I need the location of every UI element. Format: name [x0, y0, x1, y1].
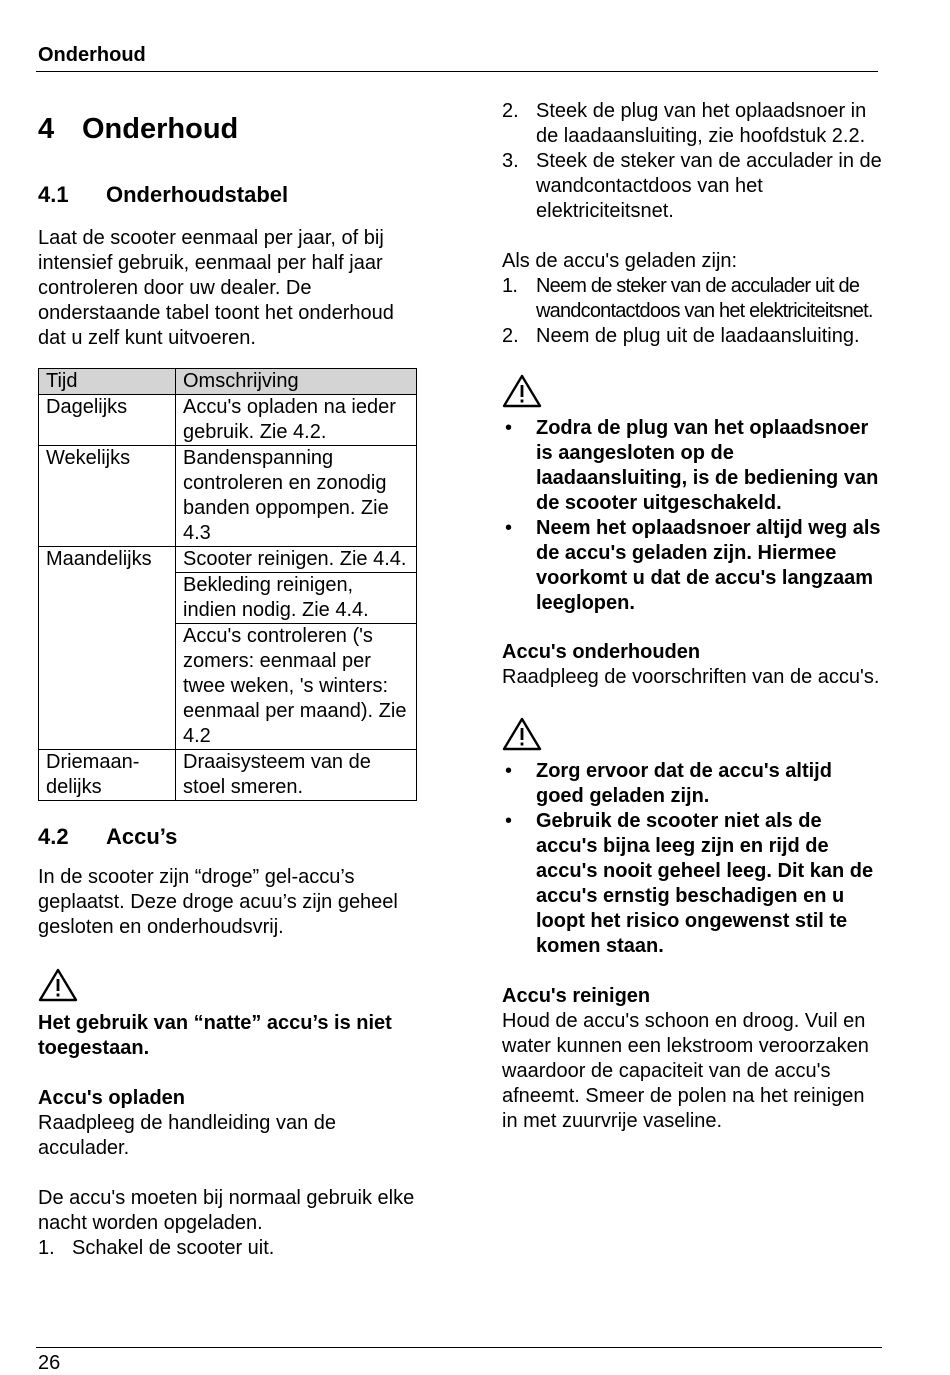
- warning-triangle-icon: [502, 374, 542, 408]
- list-item: • Zorg ervoor dat de accu's altijd goed geladen zijn.: [505, 760, 832, 807]
- list-item: 1. Neem de steker van de acculader uit de wandcontactdoos van het elektriciteitsnet.: [502, 275, 873, 322]
- table-cell-description: Accu's controleren ('s zomers: eenmaal per twee weken, 's winters: eenmaal per maand). Zie 4.2: [176, 624, 417, 750]
- charging-heading: Accu's opladen: [38, 1087, 186, 1109]
- charging-warnings-list: [502, 416, 882, 616]
- right-column: [502, 99, 882, 1134]
- maintenance-warnings-list: [502, 759, 882, 959]
- table-header-description: Omschrijving: [176, 369, 417, 395]
- table-row: [39, 750, 417, 801]
- charging-steps-continued: [502, 99, 882, 224]
- table-row: [39, 547, 417, 573]
- table-header-time: Tijd: [39, 369, 176, 395]
- table-cell-time: Maandelijks: [39, 547, 176, 750]
- maintenance-text: Raadpleeg de voorschriften van de accu's.: [502, 666, 880, 688]
- table-row: [39, 446, 417, 547]
- warning-triangle-icon: [38, 968, 78, 1002]
- warning-triangle-icon: [502, 717, 542, 751]
- list-item: • Neem het oplaadsnoer altijd weg als de accu's geladen zijn. Hiermee voorkomt u dat de accu's langzaam leeglopen.: [505, 517, 881, 614]
- battery-intro: In de scooter zijn “droge” gel-accu’s geplaatst. Deze droge acuu’s zijn geheel gesloten en onderhoudsvrij.: [38, 866, 398, 938]
- list-item: • Zodra de plug van het oplaadsnoer is aangesloten op de laadaansluiting, is de bediening van de scooter uitgeschakeld.: [505, 417, 879, 514]
- list-item: 3. Steek de steker van de acculader in de wandcontactdoos van het elektriciteitsnet.: [502, 150, 882, 222]
- maintenance-heading: Accu's onderhouden: [502, 641, 701, 663]
- list-item: • Gebruik de scooter niet als de accu's bijna leeg zijn en rijd de accu's nooit geheel leeg. Dit kan de accu's ernstig beschadigen en u loopt het risico ongewenst stil te komen staan.: [505, 810, 874, 957]
- cleaning-text: Houd de accu's schoon en droog. Vuil en water kunnen een lekstroom veroorzaken waardoor de capaciteit van de accu's afneemt. Smeer de polen na het reinigen in met zuurvrije vaseline.: [502, 1010, 869, 1132]
- table-cell-time: Dagelijks: [39, 395, 176, 446]
- page-number: 26: [38, 1352, 61, 1374]
- list-item: 2. Neem de plug uit de laadaansluiting.: [502, 325, 860, 347]
- section-title-4-2: 4.2 Accu’s: [38, 824, 178, 849]
- table-cell-description: Draaisysteem van de stoel smeren.: [176, 750, 417, 801]
- charging-text: Raadpleeg de handleiding van de acculader.: [38, 1112, 337, 1159]
- wet-battery-warning: Het gebruik van “natte” accu’s is niet toegestaan.: [38, 1012, 392, 1059]
- maintenance-table: [38, 368, 417, 801]
- running-header: Onderhoud: [38, 44, 146, 66]
- after-charging-label: Als de accu's geladen zijn:: [502, 250, 738, 272]
- table-cell-description: Bekleding reinigen, indien nodig. Zie 4.4.: [176, 573, 417, 624]
- table-row: [39, 395, 417, 446]
- table-header-row: [39, 369, 417, 395]
- table-cell-time: Wekelijks: [39, 446, 176, 547]
- cleaning-heading: Accu's reinigen: [502, 985, 651, 1007]
- list-item: 2. Steek de plug van het oplaadsnoer in de laadaansluiting, zie hoofdstuk 2.2.: [502, 100, 867, 147]
- header-rule: [36, 71, 878, 72]
- list-item: 1. Schakel de scooter uit.: [38, 1237, 275, 1259]
- chapter-title: 4 Onderhoud: [38, 113, 239, 145]
- maintenance-intro: Laat de scooter eenmaal per jaar, of bij intensief gebruik, eenmaal per half jaar controleren door uw dealer. De onderstaande tabel toont het onderhoud dat u zelf kunt uitvoeren.: [38, 227, 394, 349]
- after-charging-steps: [502, 274, 882, 349]
- table-cell-description: Bandenspanning controleren en zonodig banden oppompen. Zie 4.3: [176, 446, 417, 547]
- section-title-4-1: 4.1 Onderhoudstabel: [38, 182, 289, 207]
- left-column: [38, 112, 423, 1261]
- footer-rule: [36, 1347, 882, 1348]
- table-cell-time: Driemaan-delijks: [39, 750, 176, 801]
- table-cell-description: Scooter reinigen. Zie 4.4.: [176, 547, 417, 573]
- charging-text-2: De accu's moeten bij normaal gebruik elke nacht worden opgeladen.: [38, 1187, 415, 1234]
- table-cell-description: Accu's opladen na ieder gebruik. Zie 4.2.: [176, 395, 417, 446]
- charging-steps-list: [38, 1236, 423, 1261]
